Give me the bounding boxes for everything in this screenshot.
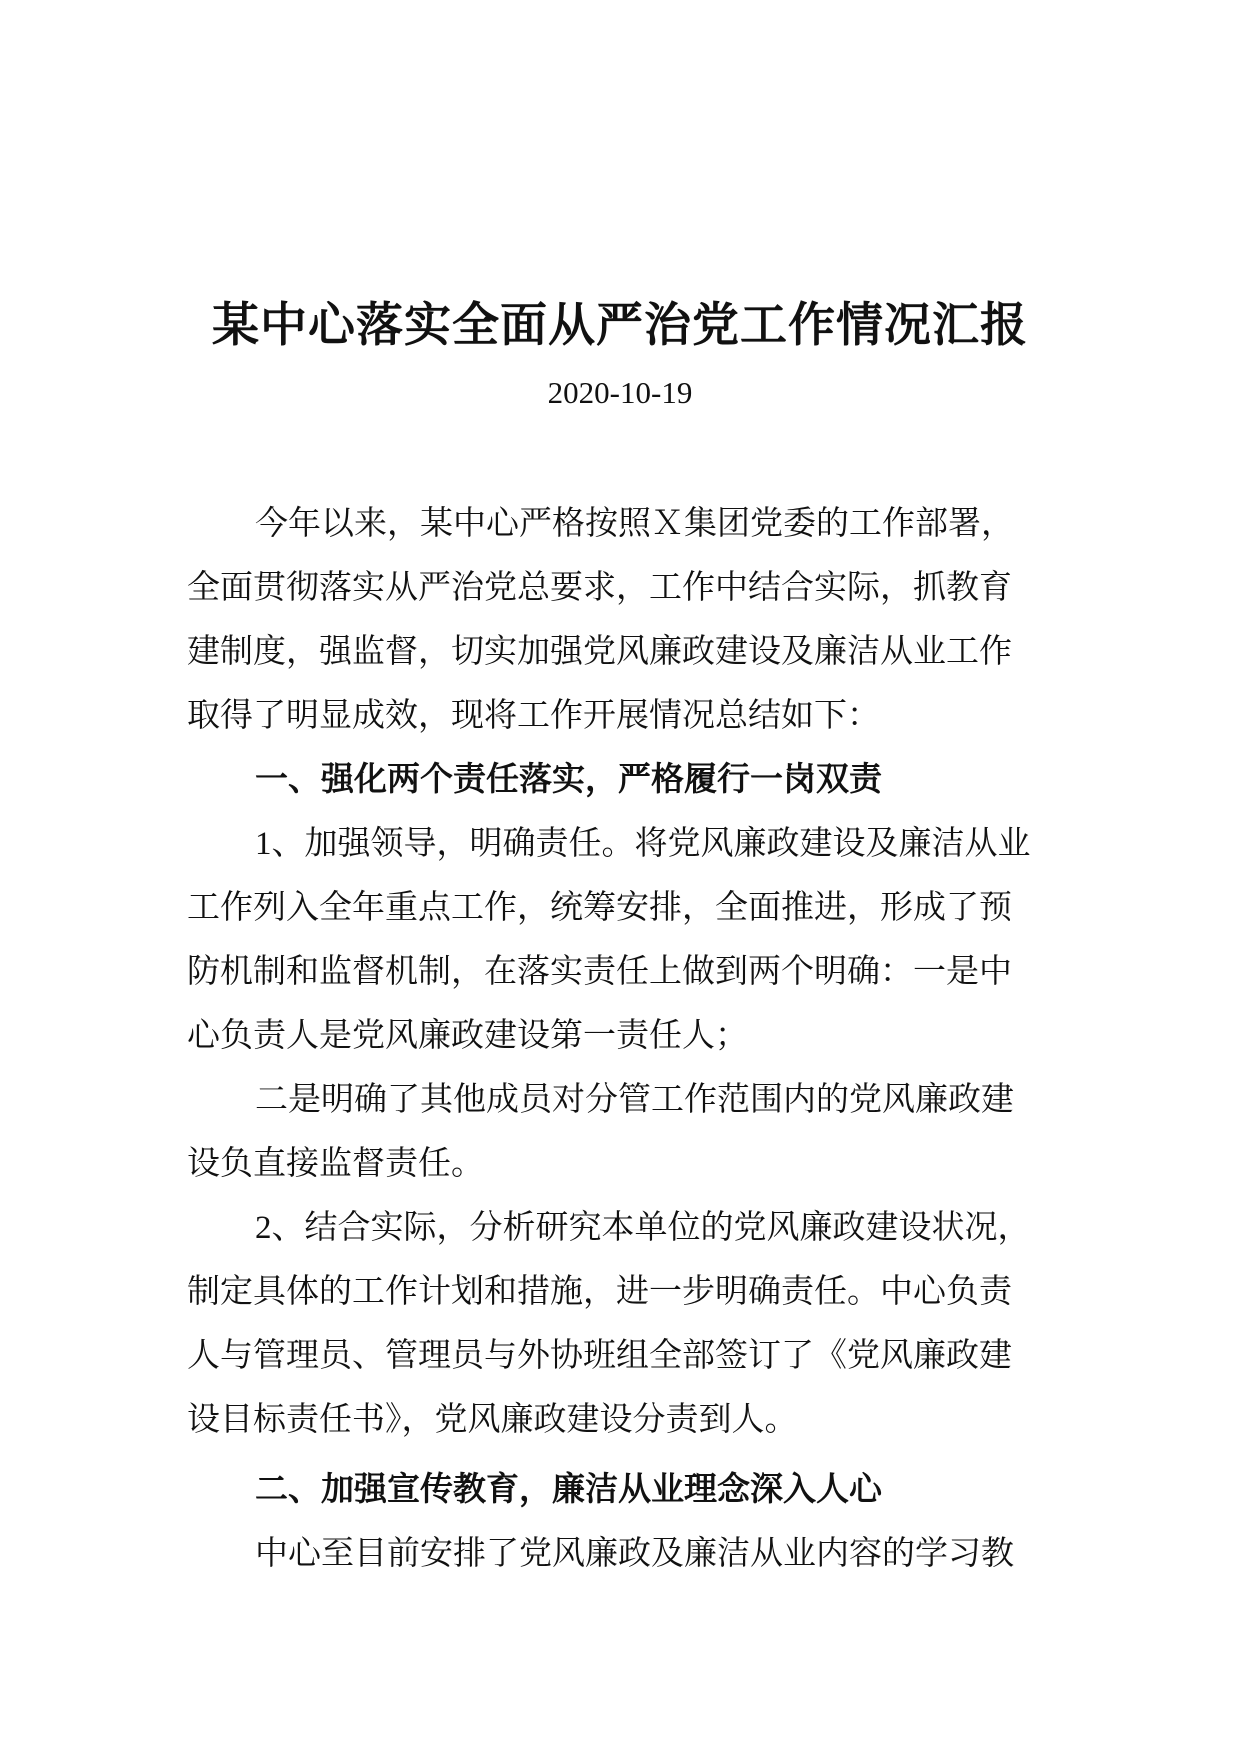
section-heading: 二、加强宣传教育，廉洁从业理念深入人心 — [255, 1469, 882, 1508]
paragraph-line — [187, 811, 1053, 875]
document-title: 某中心落实全面从严治党工作情况汇报 — [212, 298, 1028, 353]
paragraph-line: 制定具体的工作计划和措施，进一步明确责任。中心负责 — [187, 1271, 1012, 1310]
document-body — [187, 491, 1053, 1585]
paragraph-line: 设目标责任书》，党风廉政建设分责到人。 — [187, 1399, 798, 1438]
document-date: 2020-10-19 — [547, 375, 693, 410]
paragraph-line: 设负直接监督责任。 — [187, 1143, 484, 1182]
item-number: 2、 — [255, 1210, 305, 1246]
paragraph-line: 建制度，强监督，切实加强党风廉政建设及廉洁从业工作 — [187, 631, 1012, 670]
paragraph-line: 工作列入全年重点工作，统筹安排，全面推进，形成了预 — [187, 887, 1012, 926]
paragraph-line: 心负责人是党风廉政建设第一责任人； — [187, 1015, 748, 1054]
paragraph-line: 今年以来，某中心严格按照Ｘ集团党委的工作部署， — [255, 503, 1014, 542]
paragraph-line: 取得了明显成效，现将工作开展情况总结如下： — [187, 695, 880, 734]
item-number: 1、 — [255, 826, 305, 862]
paragraph-line: 中心至目前安排了党风廉政及廉洁从业内容的学习教 — [255, 1533, 1014, 1572]
section-heading: 一、强化两个责任落实，严格履行一岗双责 — [255, 759, 882, 798]
paragraph-line: 二是明确了其他成员对分管工作范围内的党风廉政建 — [255, 1079, 1014, 1118]
paragraph-line-text: 加强领导，明确责任。将党风廉政建设及廉洁从业 — [304, 823, 1031, 862]
paragraph-line: 防机制和监督机制，在落实责任上做到两个明确：一是中 — [187, 951, 1012, 990]
paragraph-line: 全面贯彻落实从严治党总要求，工作中结合实际，抓教育 — [187, 567, 1012, 606]
paragraph-line: 人与管理员、管理员与外协班组全部签订了《党风廉政建 — [187, 1335, 1012, 1374]
paragraph-line — [187, 1195, 1053, 1259]
paragraph-line-text: 结合实际，分析研究本单位的党风廉政建设状况， — [304, 1207, 1031, 1246]
